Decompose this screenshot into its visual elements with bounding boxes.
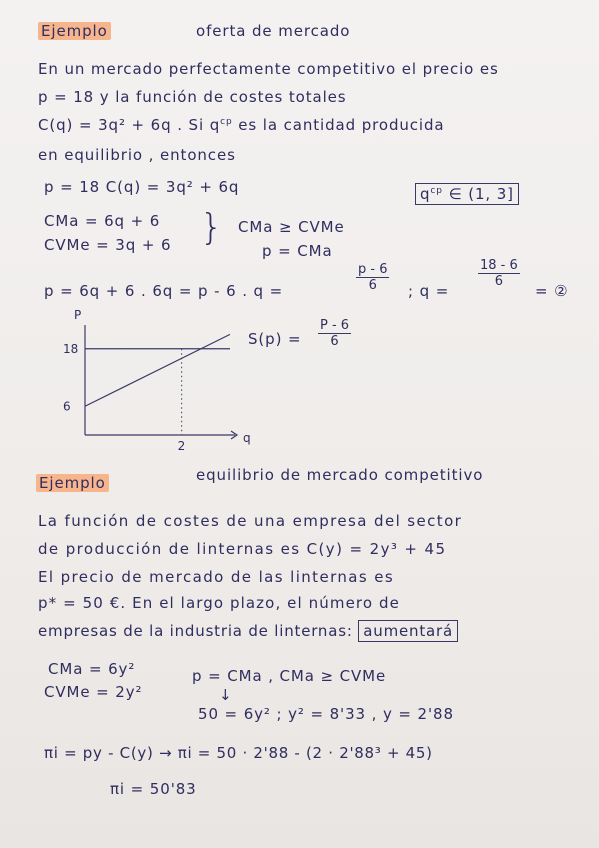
ex2-line5: empresas de la industria de linternas: aumentará [38, 622, 458, 640]
ex1-line3: C(q) = 3q² + 6q . Si $q^{cp}$ es la cantidad producida [38, 116, 445, 134]
y-axis-label: P [74, 308, 82, 322]
ex1-line1: En un mercado perfectamente competitivo el precio es [38, 60, 499, 78]
ex2-profit-formula: πi = py - C(y) → πi = 50 · 2'88 - (2 · 2'88³ + 45) [44, 744, 433, 762]
ex2-line2: de producción de linternas es C(y) = 2y³ + 45 [38, 540, 447, 558]
ex2-line4: p* = 50 €. En el largo plazo, el número de [38, 594, 400, 612]
ex1-result: = ② [535, 282, 569, 300]
supply-function: S(p) = [248, 330, 302, 348]
ex2-cvme: CVMe = 2y² [44, 683, 143, 701]
example1-tag: Ejemplo [38, 22, 111, 40]
example2-tag: Ejemplo [36, 474, 109, 492]
ex1-p-eq-cma: p = CMa [262, 242, 333, 260]
example2-title: equilibrio de mercado competitivo [196, 466, 484, 484]
ex1-semicolon: ; q = [408, 282, 450, 300]
x-axis-label: q [243, 431, 251, 445]
ex2-solve-y: 50 = 6y² ; y² = 8'33 , y = 2'88 [198, 705, 454, 723]
y-tick-label: 18 [63, 341, 79, 356]
ex1-derivation: p = 6q + 6 . 6q = p - 6 . q = [44, 282, 284, 300]
x-tick-label: 2 [177, 439, 186, 453]
supply-line [85, 334, 230, 406]
ex2-condition: p = CMa , CMa ≥ CVMe [192, 667, 387, 685]
answer-aumentara: aumentará [358, 620, 458, 642]
ex2-line3: El precio de mercado de las linternas es [38, 568, 395, 586]
fraction-3: $\frac{P - 6}{6}$ [320, 318, 350, 349]
ex2-line1: La función de costes de una empresa del sector [38, 512, 463, 530]
ex1-line2: p = 18 y la función de costes totales [38, 88, 347, 106]
supply-chart [55, 305, 265, 460]
down-arrow: ↓ [219, 686, 233, 704]
example1-title: oferta de mercado [196, 22, 351, 40]
ex1-cvme: CVMe = 3q + 6 [44, 236, 172, 254]
ex2-cma: CMa = 6y² [48, 660, 136, 678]
ex1-line4: en equilibrio , entonces [38, 146, 236, 164]
fraction-1: $\frac{p - 6}{6}$ [358, 262, 388, 293]
ex1-line5: p = 18 C(q) = 3q² + 6q [44, 178, 240, 196]
brace: } [200, 207, 224, 248]
ex1-condition: CMa ≥ CVMe [238, 218, 345, 236]
answer-box: $q^{cp}$ ∈ (1, 3] [415, 183, 519, 205]
ex2-profit-result: πi = 50'83 [110, 780, 197, 798]
ex1-cma: CMa = 6q + 6 [44, 212, 161, 230]
fraction-2: $\frac{18 - 6}{6}$ [480, 258, 518, 289]
y-tick-label: 6 [63, 399, 71, 414]
